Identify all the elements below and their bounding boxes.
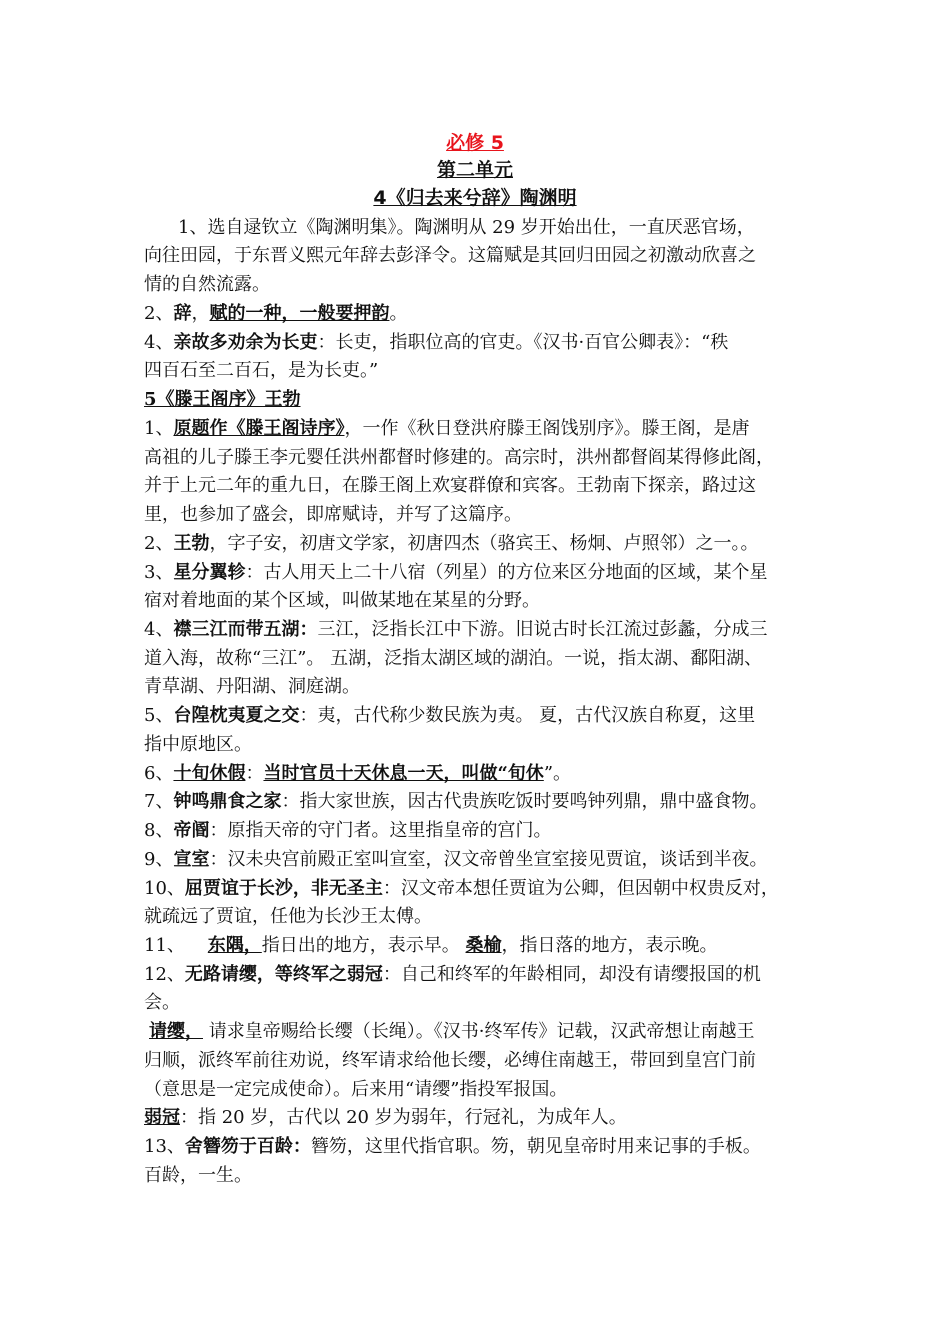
l5-item-5: 5、台隍枕夷夏之交：夷，古代称少数民族为夷。 夏，古代汉族自称夏，这里 bbox=[144, 705, 756, 726]
term: 帝阍 bbox=[173, 820, 210, 841]
term: 亲故多劝余为长吏 bbox=[173, 332, 318, 353]
l5-item-1-line2: 高祖的儿子滕王李元婴任洪州都督时修建的。高宗时，洪州都督阎某得修此阁， bbox=[144, 447, 774, 468]
l5-note-qingying-line3: （意思是一定完成使命）。后来用“请缨”指投军报国。 bbox=[144, 1079, 568, 1100]
l5-item-12-line2: 会。 bbox=[144, 992, 180, 1013]
l4-item-4: 4、亲故多劝余为长吏：长吏，指职位高的官吏。《汉书·百官公卿表》：“秩 bbox=[144, 332, 729, 353]
l5-item-7: 7、钟鸣鼎食之家：指大家世族，因古代贵族吃饭时要鸣钟列鼎，鼎中盛食物。 bbox=[144, 791, 768, 812]
term: 钟鸣鼎食之家 bbox=[173, 791, 282, 812]
term-underlined: 请缨， bbox=[149, 1021, 203, 1042]
unit-title: 第二单元 bbox=[436, 159, 513, 181]
l4-item-2: 2、辞，赋的一种，一般要押韵。 bbox=[144, 303, 408, 324]
term: 台隍枕夷夏之交 bbox=[173, 705, 300, 726]
book-title: 必修 5 bbox=[446, 132, 504, 154]
l5-item-2: 2、王勃，字子安，初唐文学家，初唐四杰（骆宾王、杨炯、卢照邻）之一。。 bbox=[144, 533, 759, 554]
lesson-5-title: 5《滕王阁序》王勃 bbox=[144, 389, 301, 410]
l5-item-3: 3、星分翼轸：古人用天上二十八宿（列星）的方位来区分地面的区域，某个星 bbox=[144, 562, 768, 583]
l5-item-10: 10、屈贾谊于长沙，非无圣主：汉文帝本想任贾谊为公卿，但因朝中权贵反对， bbox=[144, 878, 779, 899]
l4-item-4-line2: 四百石至二百石，是为长吏。” bbox=[144, 360, 379, 381]
l5-note-qingying-line2: 归顺，派终军前往劝说，终军请求给他长缨，必缚住南越王，带回到皇宫门前 bbox=[144, 1050, 756, 1071]
term-underlined: 十旬休假 bbox=[173, 763, 246, 784]
term: 辞 bbox=[173, 303, 192, 324]
l5-item-13-line2: 百龄，一生。 bbox=[144, 1165, 252, 1186]
l5-item-6: 6、十旬休假：当时官员十天休息一天，叫做“旬休”。 bbox=[144, 763, 572, 784]
term-underlined: 桑榆 bbox=[465, 935, 502, 956]
l5-item-11: 11、 东隅，指日出的地方，表示早。 桑榆，指日落的地方，表示晚。 bbox=[144, 935, 718, 956]
l5-item-9: 9、宣室：汉未央宫前殿正室叫宣室，汉文帝曾坐宣室接见贾谊，谈话到半夜。 bbox=[144, 849, 768, 870]
term-underlined: 赋的一种，一般要押韵 bbox=[209, 303, 390, 324]
l5-item-12: 12、无路请缨，等终军之弱冠：自己和终军的年龄相同，却没有请缨报国的机 bbox=[144, 964, 761, 985]
l5-note-qingying: 请缨， 请求皇帝赐给长缨（长绳）。《汉书·终军传》记载，汉武帝想让南越王 bbox=[149, 1021, 755, 1042]
l5-item-5-line2: 指中原地区。 bbox=[144, 734, 252, 755]
l5-item-1: 1、原题作《滕王阁诗序》，一作《秋日登洪府滕王阁饯别序》。滕王阁，是唐 bbox=[144, 418, 750, 439]
l5-item-4-line2: 道入海，故称“三江”。 五湖，泛指太湖区域的湖泊。一说，指太湖、鄱阳湖、 bbox=[144, 648, 763, 669]
text-underlined: 当时官员十天休息一天，叫做“旬休 bbox=[263, 763, 544, 784]
l5-item-10-line2: 就疏远了贾谊，任他为长沙王太傅。 bbox=[144, 906, 432, 927]
l4-p1-line2: 向往田园，于东晋义熙元年辞去彭泽令。这篇赋是其回归田园之初激动欣喜之 bbox=[144, 245, 756, 266]
term: 舍簪笏于百龄： bbox=[184, 1136, 311, 1157]
l5-item-13: 13、舍簪笏于百龄：簪笏，这里代指官职。笏，朝见皇帝时用来记事的手板。 bbox=[144, 1136, 761, 1157]
term-underlined: 东隅， bbox=[207, 935, 262, 956]
l4-p1-line3: 情的自然流露。 bbox=[144, 274, 270, 295]
term: 屈贾谊于长沙，非无圣主 bbox=[184, 878, 383, 899]
l5-item-4-line3: 青草湖、丹阳湖、洞庭湖。 bbox=[144, 676, 360, 697]
term-underlined: 原题作《滕王阁诗序》 bbox=[173, 418, 345, 439]
l5-item-8: 8、帝阍：原指天帝的守门者。这里指皇帝的宫门。 bbox=[144, 820, 552, 841]
l5-item-3-line2: 宿对着地面的某个区域，叫做某地在某星的分野。 bbox=[144, 590, 540, 611]
lesson-4-title: 4《归去来兮辞》陶渊明 bbox=[373, 187, 577, 209]
l5-note-ruoguan: 弱冠：指 20 岁，古代以 20 岁为弱年，行冠礼，为成年人。 bbox=[144, 1107, 627, 1128]
term: 宣室 bbox=[173, 849, 210, 870]
l5-item-1-line4: 里，也参加了盛会，即席赋诗，并写了这篇序。 bbox=[144, 504, 522, 525]
term: 襟三江而带五湖： bbox=[173, 619, 318, 640]
term-underlined: 弱冠 bbox=[144, 1107, 180, 1128]
term: 星分翼轸 bbox=[173, 562, 246, 583]
term: 王勃 bbox=[173, 533, 210, 554]
l5-item-4: 4、襟三江而带五湖：三江，泛指长江中下游。旧说古时长江流过彭蠡，分成三 bbox=[144, 619, 768, 640]
l5-item-1-line3: 并于上元二年的重九日，在滕王阁上欢宴群僚和宾客。王勃南下探亲，路过这 bbox=[144, 475, 756, 496]
l4-p1-line1: 1、选自逯钦立《陶渊明集》。陶渊明从 29 岁开始出仕，一直厌恶官场， bbox=[178, 217, 755, 238]
term: 无路请缨，等终军之弱冠 bbox=[184, 964, 383, 985]
